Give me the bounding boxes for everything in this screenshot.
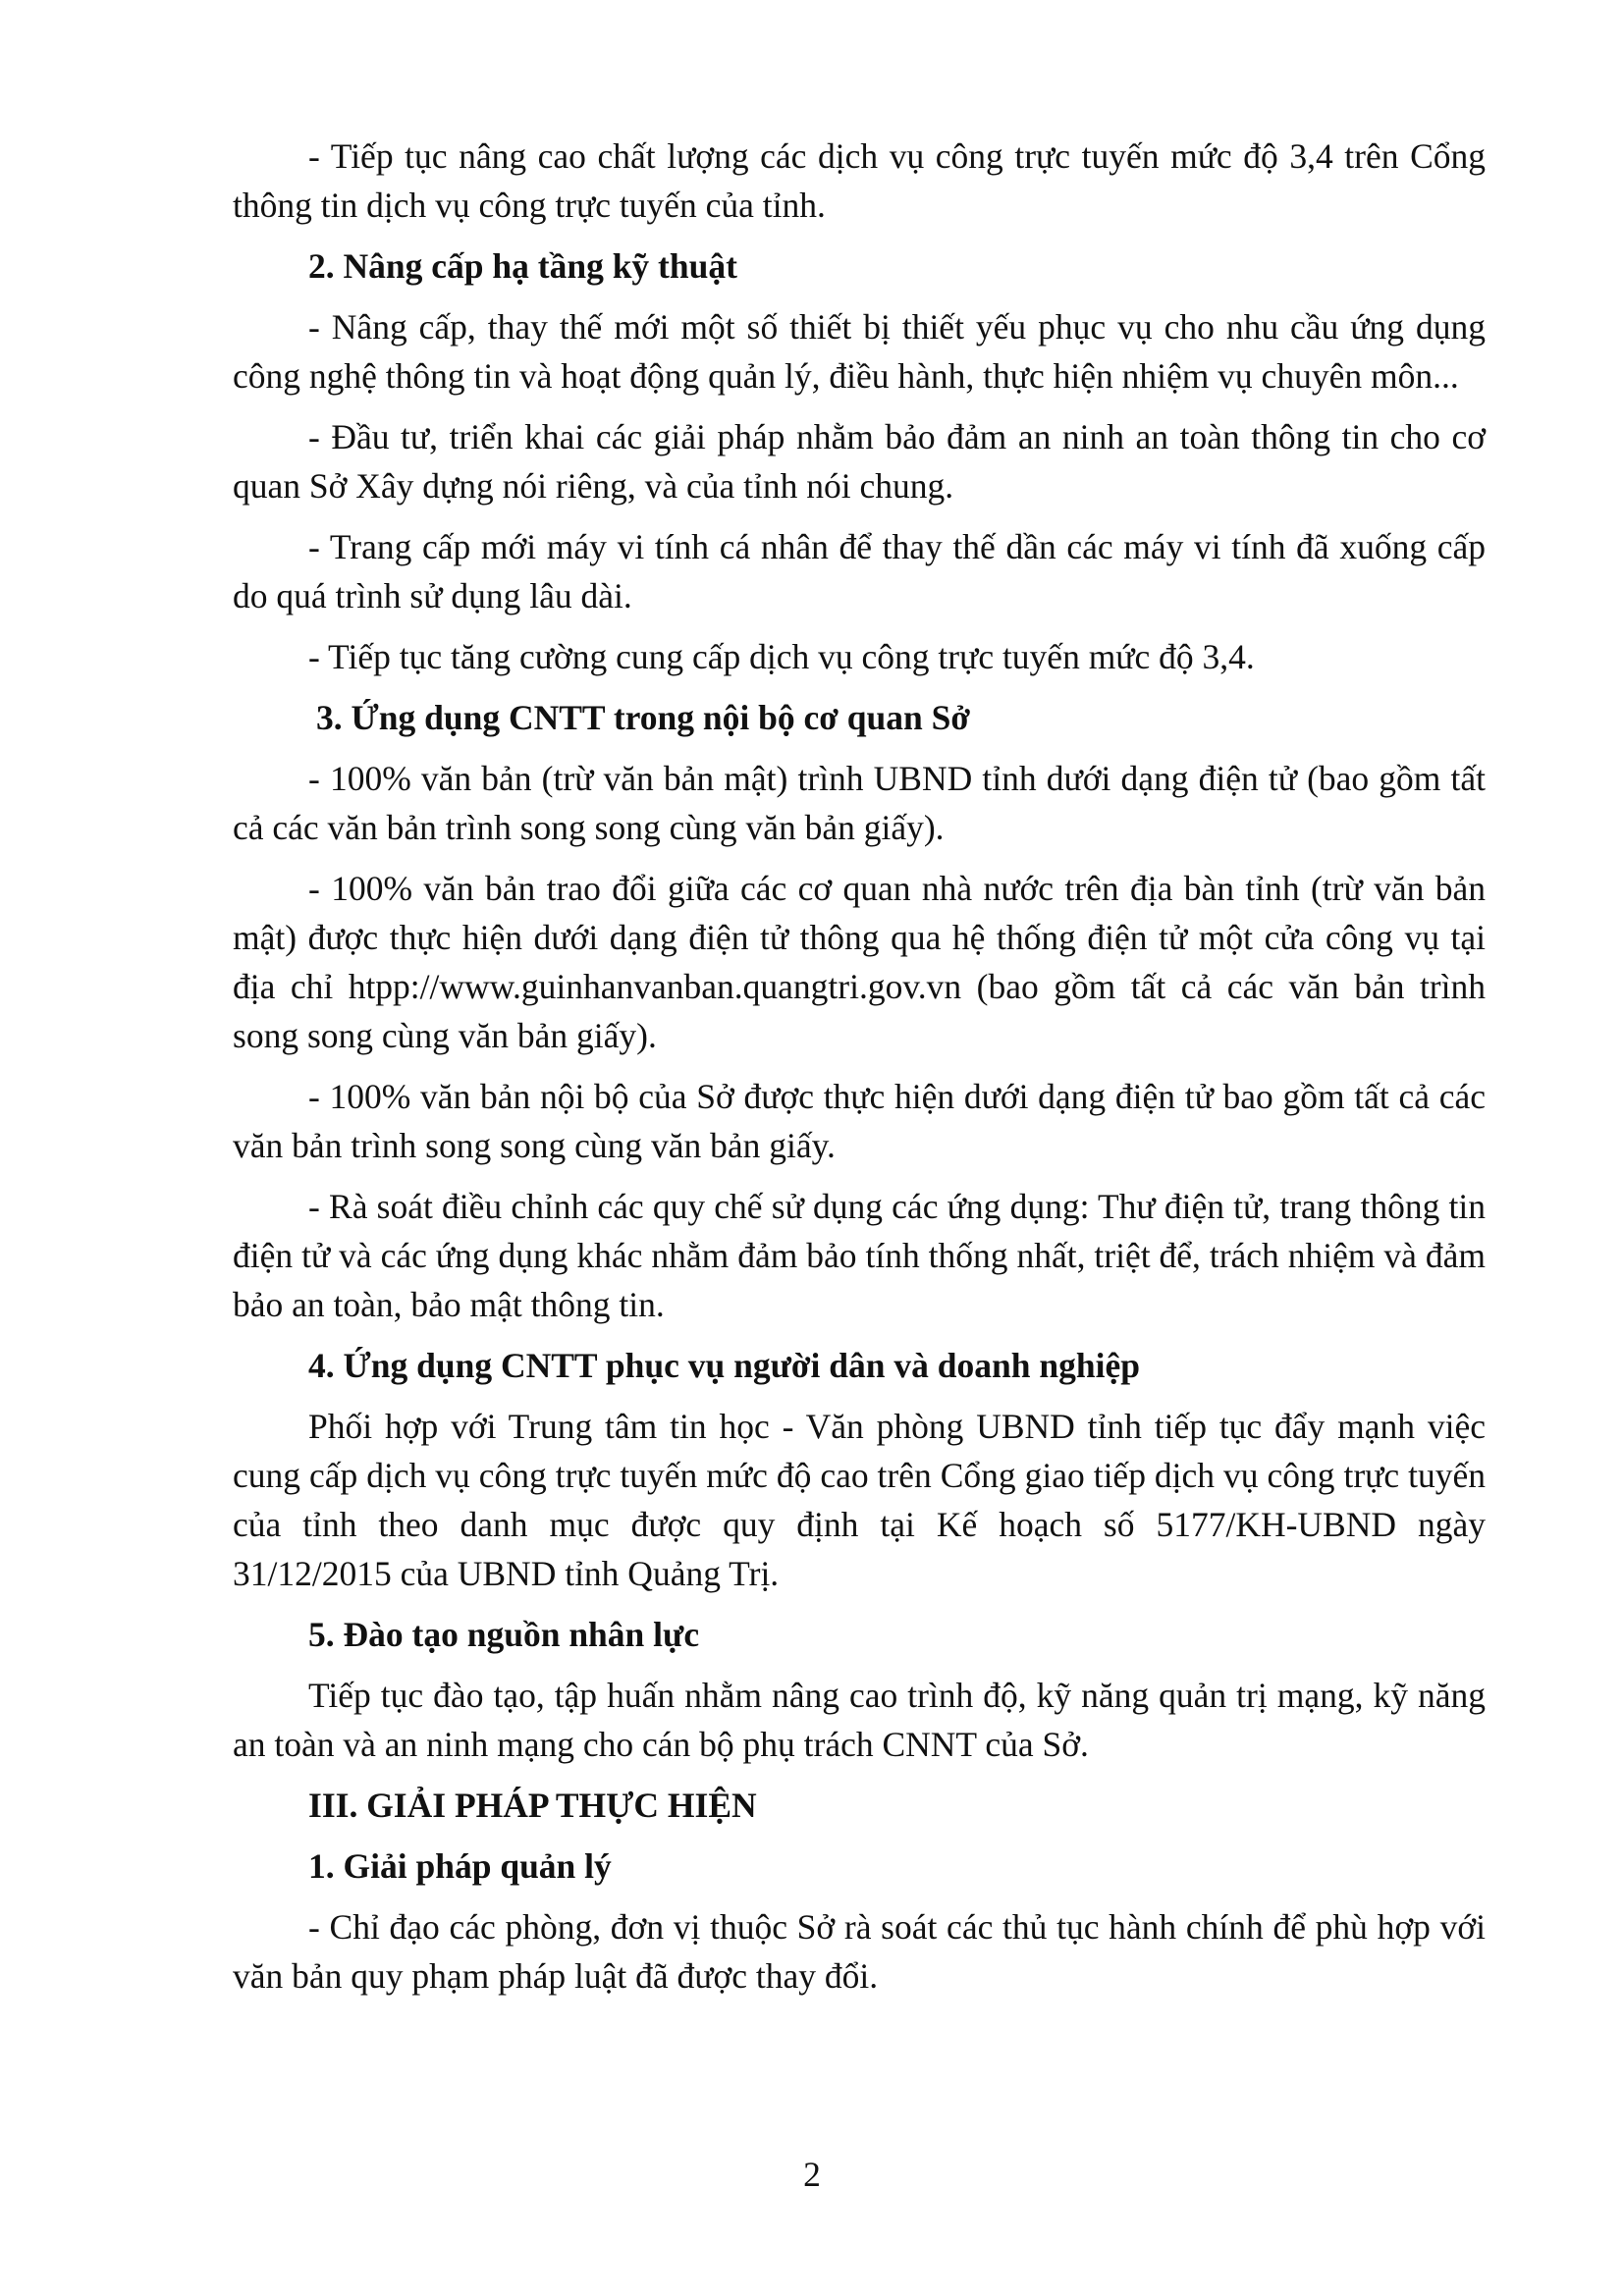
paragraph-document-exchange: - 100% văn bản trao đổi giữa các cơ quan nhà nước trên địa bàn tỉnh (trừ văn bản mật) được thực hiện dưới dạng điện tử thông qua hệ thống điện tử một cửa công vụ tại địa chỉ htpp://www.guinhanvanban.quangtri.gov.vn (bao gồm tất cả các văn bản trình song song cùng văn bản giấy).: [233, 869, 1486, 1055]
paragraph-new-computers: - Trang cấp mới máy vi tính cá nhân để thay thế dần các máy vi tính đã xuống cấp do quá trình sử dụng lâu dài.: [233, 527, 1486, 615]
paragraph-upgrade-equipment: - Nâng cấp, thay thế mới một số thiết bị thiết yếu phục vụ cho nhu cầu ứng dụng công nghệ thông tin và hoạt động quản lý, điều hành, thực hiện nhiệm vụ chuyên môn...: [233, 307, 1486, 396]
paragraph-review-regulations: - Rà soát điều chỉnh các quy chế sử dụng các ứng dụng: Thư điện tử, trang thông tin điện tử và các ứng dụng khác nhằm đảm bảo tính thống nhất, triệt để, trách nhiệm và đảm bảo an toàn, bảo mật thông tin.: [233, 1187, 1486, 1324]
page-number: 2: [803, 2155, 821, 2194]
paragraph-electronic-submission: - 100% văn bản (trừ văn bản mật) trình UBND tỉnh dưới dạng điện tử (bao gồm tất cả các văn bản trình song song cùng văn bản giấy).: [233, 759, 1486, 847]
paragraph-online-services: - Tiếp tục nâng cao chất lượng các dịch vụ công trực tuyến mức độ 3,4 trên Cổng thông tin dịch vụ công trực tuyến của tỉnh.: [233, 136, 1486, 225]
paragraph-training: Tiếp tục đào tạo, tập huấn nhằm nâng cao trình độ, kỹ năng quản trị mạng, kỹ năng an toàn và an ninh mạng cho cán bộ phụ trách CNNT của Sở.: [233, 1676, 1486, 1764]
heading-citizen-services: 4. Ứng dụng CNTT phục vụ người dân và doanh nghiệp: [308, 1346, 1140, 1385]
paragraph-security-investment: - Đầu tư, triển khai các giải pháp nhằm bảo đảm an ninh an toàn thông tin cho cơ quan Sở Xây dựng nói riêng, và của tỉnh nói chung.: [233, 417, 1486, 506]
page-content: [233, 132, 1486, 2012]
heading-infrastructure: 2. Nâng cấp hạ tầng kỹ thuật: [308, 246, 737, 286]
heading-solutions: III. GIẢI PHÁP THỰC HIỆN: [308, 1786, 757, 1825]
paragraph-internal-documents: - 100% văn bản nội bộ của Sở được thực hiện dưới dạng điện tử bao gồm tất cả các văn bản trình song song cùng văn bản giấy.: [233, 1077, 1486, 1165]
paragraph-increase-online-services: - Tiếp tục tăng cường cung cấp dịch vụ công trực tuyến mức độ 3,4.: [308, 637, 1255, 676]
paragraph-direct-departments: - Chỉ đạo các phòng, đơn vị thuộc Sở rà soát các thủ tục hành chính để phù hợp với văn bản quy phạm pháp luật đã được thay đổi.: [233, 1907, 1486, 1996]
heading-training: 5. Đào tạo nguồn nhân lực: [308, 1615, 700, 1654]
paragraph-coordination: Phối hợp với Trung tâm tin học - Văn phòng UBND tỉnh tiếp tục đẩy mạnh việc cung cấp dịch vụ công trực tuyến mức độ cao trên Cổng giao tiếp dịch vụ công trực tuyến của tỉnh theo danh mục được quy định tại Kế hoạch số 5177/KH-UBND ngày 31/12/2015 của UBND tỉnh Quảng Trị.: [233, 1407, 1486, 1593]
heading-internal-it: 3. Ứng dụng CNTT trong nội bộ cơ quan Sở: [316, 698, 971, 737]
heading-management-solutions: 1. Giải pháp quản lý: [308, 1846, 612, 1886]
